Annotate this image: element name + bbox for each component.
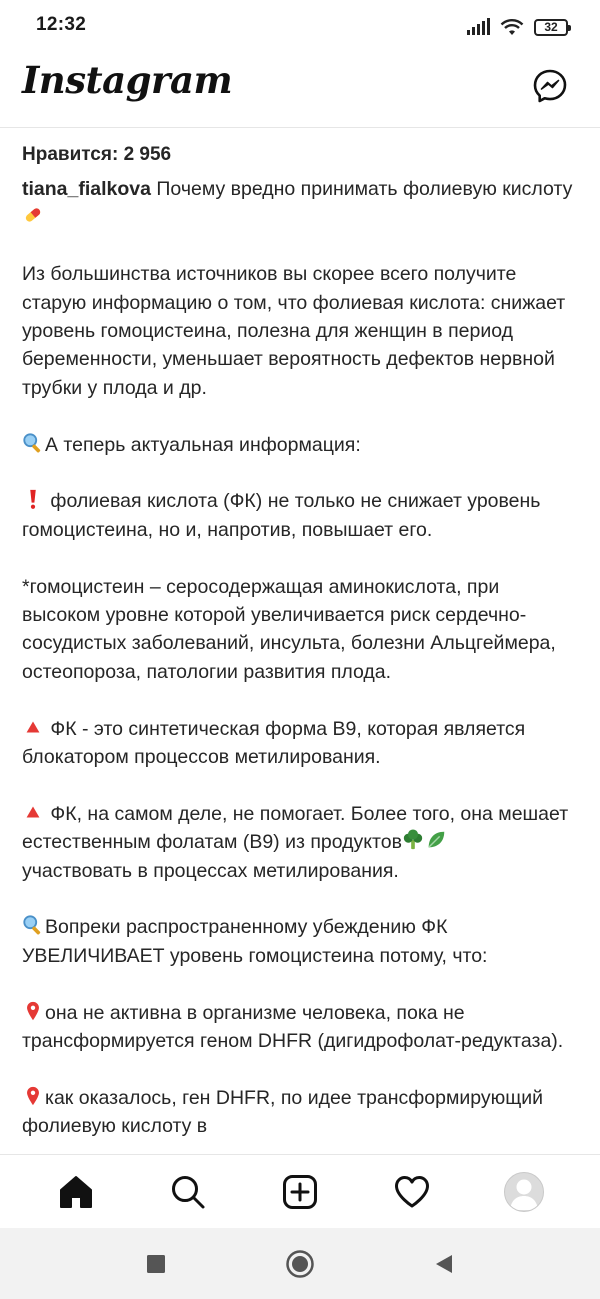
new-post-icon — [281, 1173, 319, 1211]
activity-heart-icon — [393, 1173, 431, 1211]
red-triangle-icon — [22, 801, 44, 823]
home-icon — [57, 1173, 95, 1211]
nav-search-button[interactable] — [164, 1168, 212, 1216]
system-back-button[interactable] — [424, 1244, 464, 1284]
signal-icon — [466, 18, 490, 36]
status-time: 12:32 — [36, 14, 87, 35]
caption-paragraph-2: А теперь актуальная информация: — [22, 431, 582, 459]
battery-icon — [534, 19, 568, 36]
post-username[interactable]: tiana_fialkova — [22, 178, 151, 200]
magnifier-icon — [22, 432, 44, 454]
nav-new-post-button[interactable] — [276, 1168, 324, 1216]
bottom-nav — [0, 1154, 600, 1228]
messenger-icon — [532, 68, 568, 104]
pin-icon — [22, 1085, 44, 1107]
system-nav-bar — [0, 1228, 600, 1299]
post-content — [0, 128, 600, 1154]
status-icons — [466, 16, 568, 38]
recents-square-icon — [146, 1254, 166, 1274]
nav-profile-button[interactable] — [500, 1168, 548, 1216]
caption-paragraph-4: *гомоцистеин – серосодержащая аминокислота, при высоком уровне которой увеличивается риск сердечно-сосудистых заболеваний, инсульта, болезни Альцгеймера, остеопороза, патологии развития плода. — [22, 575, 562, 683]
back-triangle-icon — [433, 1253, 455, 1275]
caption-paragraph-3: фолиевая кислота (ФК) не только не снижает уровень гомоцистеина, но и, напротив, повышает его. — [22, 490, 546, 541]
caption-paragraph-9: как оказалось, ген DHFR, по идее трансформирующий фолиевую кислоту в — [22, 1086, 549, 1138]
system-recents-button[interactable] — [136, 1244, 176, 1284]
search-icon — [169, 1173, 207, 1211]
profile-avatar — [504, 1172, 544, 1212]
likes-count[interactable]: Нравится: 2 956 — [22, 144, 172, 165]
leafy-green-icon — [425, 829, 447, 851]
system-home-button[interactable] — [280, 1244, 320, 1284]
caption-first-line — [22, 175, 582, 232]
exclamation-icon — [22, 488, 44, 510]
app-header — [0, 52, 600, 128]
pin-icon — [22, 1000, 44, 1022]
caption-paragraph-5: ФК - это синтетическая форма В9, которая является блокатором процессов метилирования. — [22, 717, 531, 769]
post-caption — [22, 175, 582, 1141]
nav-home-button[interactable] — [52, 1168, 100, 1216]
battery-level: 32 — [544, 20, 558, 34]
caption-title: Почему вредно принимать фолиевую кислоту — [150, 178, 573, 200]
caption-paragraph-7: Вопреки распространенному убеждению ФК УВЕЛИЧИВАЕТ уровень гомоцистеина потому, что: — [22, 916, 488, 967]
caption-paragraph-1: Из большинства источников вы скорее всего получите старую информацию о том, что фолиевая кислота: снижает уровень гомоцистеина, полезна для женщин в период беременности, уменьшает вероятность дефектов нервной трубки у плода и др. — [22, 263, 571, 399]
pill-icon — [22, 204, 44, 226]
wifi-icon — [500, 18, 524, 36]
avatar-placeholder-icon — [504, 1172, 544, 1212]
home-circle-icon — [285, 1249, 315, 1279]
instagram-logo[interactable]: Instagram — [22, 58, 233, 102]
caption-paragraph-8: она не активна в организме человека, пока не трансформируется геном DHFR (дигидрофолат-редуктаза). — [22, 1001, 564, 1053]
broccoli-icon — [402, 829, 424, 851]
magnifier-icon — [22, 914, 44, 936]
nav-activity-button[interactable] — [388, 1168, 436, 1216]
red-triangle-icon — [22, 716, 44, 738]
status-bar — [0, 0, 600, 52]
messenger-button[interactable] — [530, 66, 570, 106]
caption-paragraph-6: ФК, на самом деле, не помогает. Более того, она мешает естественным фолатам (В9) из продуктов участвовать в процессах метилирования. — [22, 802, 574, 882]
